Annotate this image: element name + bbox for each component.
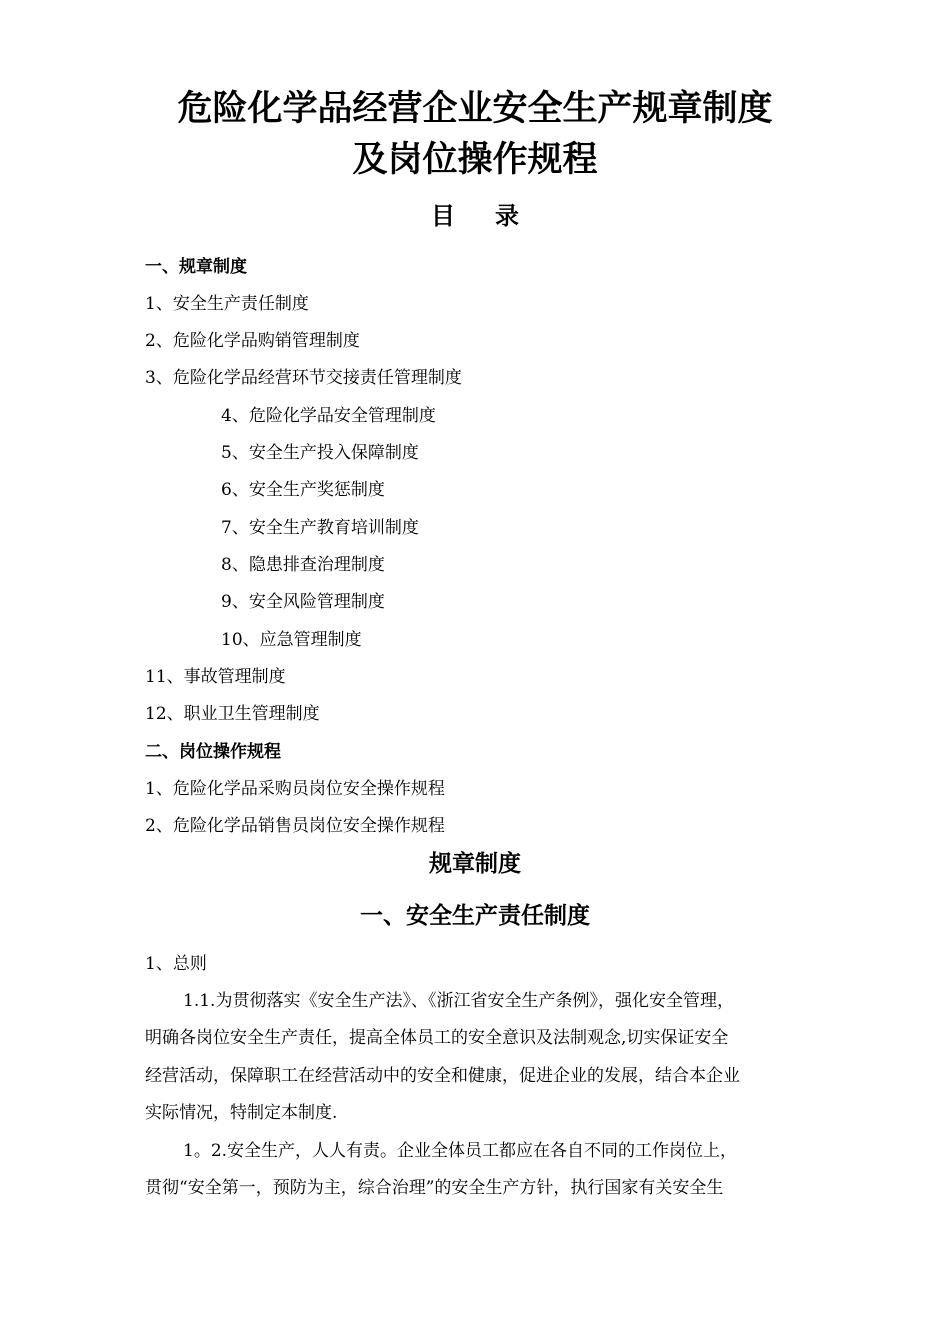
general-heading: 1、总则 xyxy=(145,954,207,974)
toc-entry: 7、安全生产教育培训制度 xyxy=(221,518,419,538)
toc-heading-left: 目 xyxy=(431,202,455,230)
paragraph-line: 贯彻“安全第一，预防为主，综合治理”的安全生产方针，执行国家有关安全生 xyxy=(145,1178,724,1198)
toc-entry: 二、岗位操作规程 xyxy=(145,742,281,762)
document-title-line2: 及岗位操作规程 xyxy=(352,140,598,180)
toc-entry: 1、危险化学品采购员岗位安全操作规程 xyxy=(145,779,445,799)
document-title-line1: 危险化学品经营企业安全生产规章制度 xyxy=(177,89,773,129)
toc-entry: 一、规章制度 xyxy=(145,257,247,277)
toc-entry: 12、职业卫生管理制度 xyxy=(145,704,320,724)
paragraph-line: 经营活动，保障职工在经营活动中的安全和健康，促进企业的发展，结合本企业 xyxy=(145,1066,740,1086)
toc-entry: 1、安全生产责任制度 xyxy=(145,294,309,314)
toc-entry: 2、危险化学品购销管理制度 xyxy=(145,331,360,351)
paragraph-line: 明确各岗位安全生产责任，提高全体员工的安全意识及法制观念,切实保证安全 xyxy=(145,1028,729,1048)
toc-heading-right: 录 xyxy=(495,202,519,230)
toc-entry: 9、安全风险管理制度 xyxy=(221,592,385,612)
paragraph-line: 实际情况，特制定本制度. xyxy=(145,1103,338,1123)
toc-entry: 4、危险化学品安全管理制度 xyxy=(221,406,436,426)
subsection-heading: 一、安全生产责任制度 xyxy=(360,903,590,929)
paragraph-line: 1.1.为贯彻落实《安全生产法》、《浙江省安全生产条例》，强化安全管理， xyxy=(183,991,734,1011)
toc-entry: 11、事故管理制度 xyxy=(145,667,286,687)
toc-entry: 5、安全生产投入保障制度 xyxy=(221,443,419,463)
toc-entry: 2、危险化学品销售员岗位安全操作规程 xyxy=(145,816,445,836)
toc-entry: 3、危险化学品经营环节交接责任管理制度 xyxy=(145,368,462,388)
toc-heading xyxy=(0,201,950,231)
toc-entry: 6、安全生产奖惩制度 xyxy=(221,480,385,500)
toc-entry: 8、隐患排查治理制度 xyxy=(221,555,385,575)
toc-entry: 10、应急管理制度 xyxy=(221,630,362,650)
section-heading: 规章制度 xyxy=(429,851,521,877)
paragraph-line: 1。2.安全生产，人人有责。企业全体员工都应在各自不同的工作岗位上， xyxy=(183,1141,738,1161)
